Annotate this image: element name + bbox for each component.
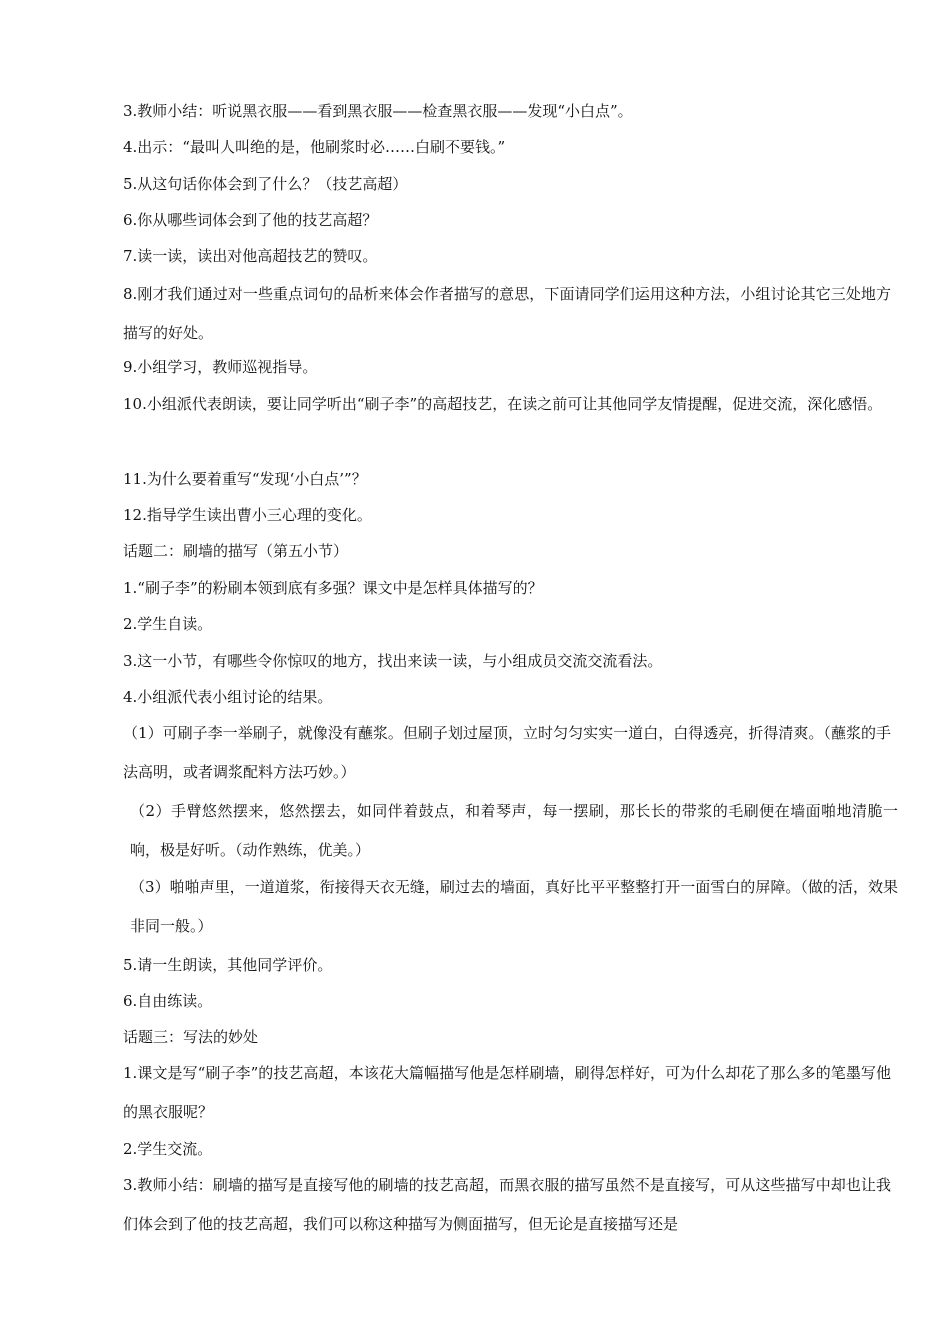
paragraph: 2.学生交流。	[123, 1140, 213, 1158]
paragraph: （1）可刷子李一举刷子，就像没有蘸浆。但刷子划过屋顶，立时匀匀实实一道白，白得透亮，折得清爽。（蘸浆的手法高明，或者调浆配料方法巧妙。）	[123, 724, 891, 781]
paragraph: 1.“刷子李”的粉刷本领到底有多强？课文中是怎样具体描写的？	[123, 579, 543, 597]
section-heading: 话题三：写法的妙处	[123, 1028, 259, 1046]
paragraph: 9.小组学习，教师巡视指导。	[123, 358, 318, 376]
paragraph: 5.请一生朗读，其他同学评价。	[123, 956, 333, 974]
paragraph: 2.学生自读。	[123, 615, 213, 633]
paragraph: 8.刚才我们通过对一些重点词句的品析来体会作者描写的意思，下面请同学们运用这种方法，小组讨论其它三处地方描写的好处。	[123, 285, 891, 342]
paragraph: 4.小组派代表小组讨论的结果。	[123, 688, 333, 706]
paragraph: 4.出示：“最叫人叫绝的是，他刷浆时必……白刷不要钱。”	[123, 138, 506, 156]
paragraph: 11.为什么要着重写“发现‘小白点’”？	[123, 470, 367, 488]
section-heading: 话题二：刷墙的描写（第五小节）	[123, 542, 349, 560]
paragraph: 3.教师小结：听说黑衣服——看到黑衣服——检查黑衣服——发现“小白点”。	[123, 102, 633, 120]
paragraph: （2）手臂悠然摆来，悠然摆去，如同伴着鼓点，和着琴声，每一摆刷，那长长的带浆的毛刷便在墙面啪地清脆一响，极是好听。（动作熟练，优美。）	[130, 802, 898, 859]
paragraph: 12.指导学生读出曹小三心理的变化。	[123, 506, 372, 524]
paragraph: 3.这一小节，有哪些令你惊叹的地方，找出来读一读，与小组成员交流交流看法。	[123, 652, 663, 670]
paragraph: 6.你从哪些词体会到了他的技艺高超？	[123, 211, 378, 229]
paragraph: 1.课文是写“刷子李”的技艺高超，本该花大篇幅描写他是怎样刷墙，刷得怎样好，可为什么却花了那么多的笔墨写他的黑衣服呢？	[123, 1064, 891, 1121]
paragraph: 10.小组派代表朗读，要让同学听出“刷子李”的高超技艺，在读之前可让其他同学友情提醒，促进交流，深化感悟。	[123, 395, 883, 413]
paragraph: 3.教师小结：刷墙的描写是直接写他的刷墙的技艺高超，而黑衣服的描写虽然不是直接写，可从这些描写中却也让我们体会到了他的技艺高超，我们可以称这种描写为侧面描写，但无论是直接描写还是	[123, 1176, 891, 1233]
paragraph: 6.自由练读。	[123, 992, 213, 1010]
paragraph: 7.读一读，读出对他高超技艺的赞叹。	[123, 247, 378, 265]
paragraph: 5.从这句话你体会到了什么？（技艺高超）	[123, 175, 408, 193]
paragraph: （3）啪啪声里，一道道浆，衔接得天衣无缝，刷过去的墙面，真好比平平整整打开一面雪白的屏障。（做的活，效果非同一般。）	[130, 878, 898, 935]
